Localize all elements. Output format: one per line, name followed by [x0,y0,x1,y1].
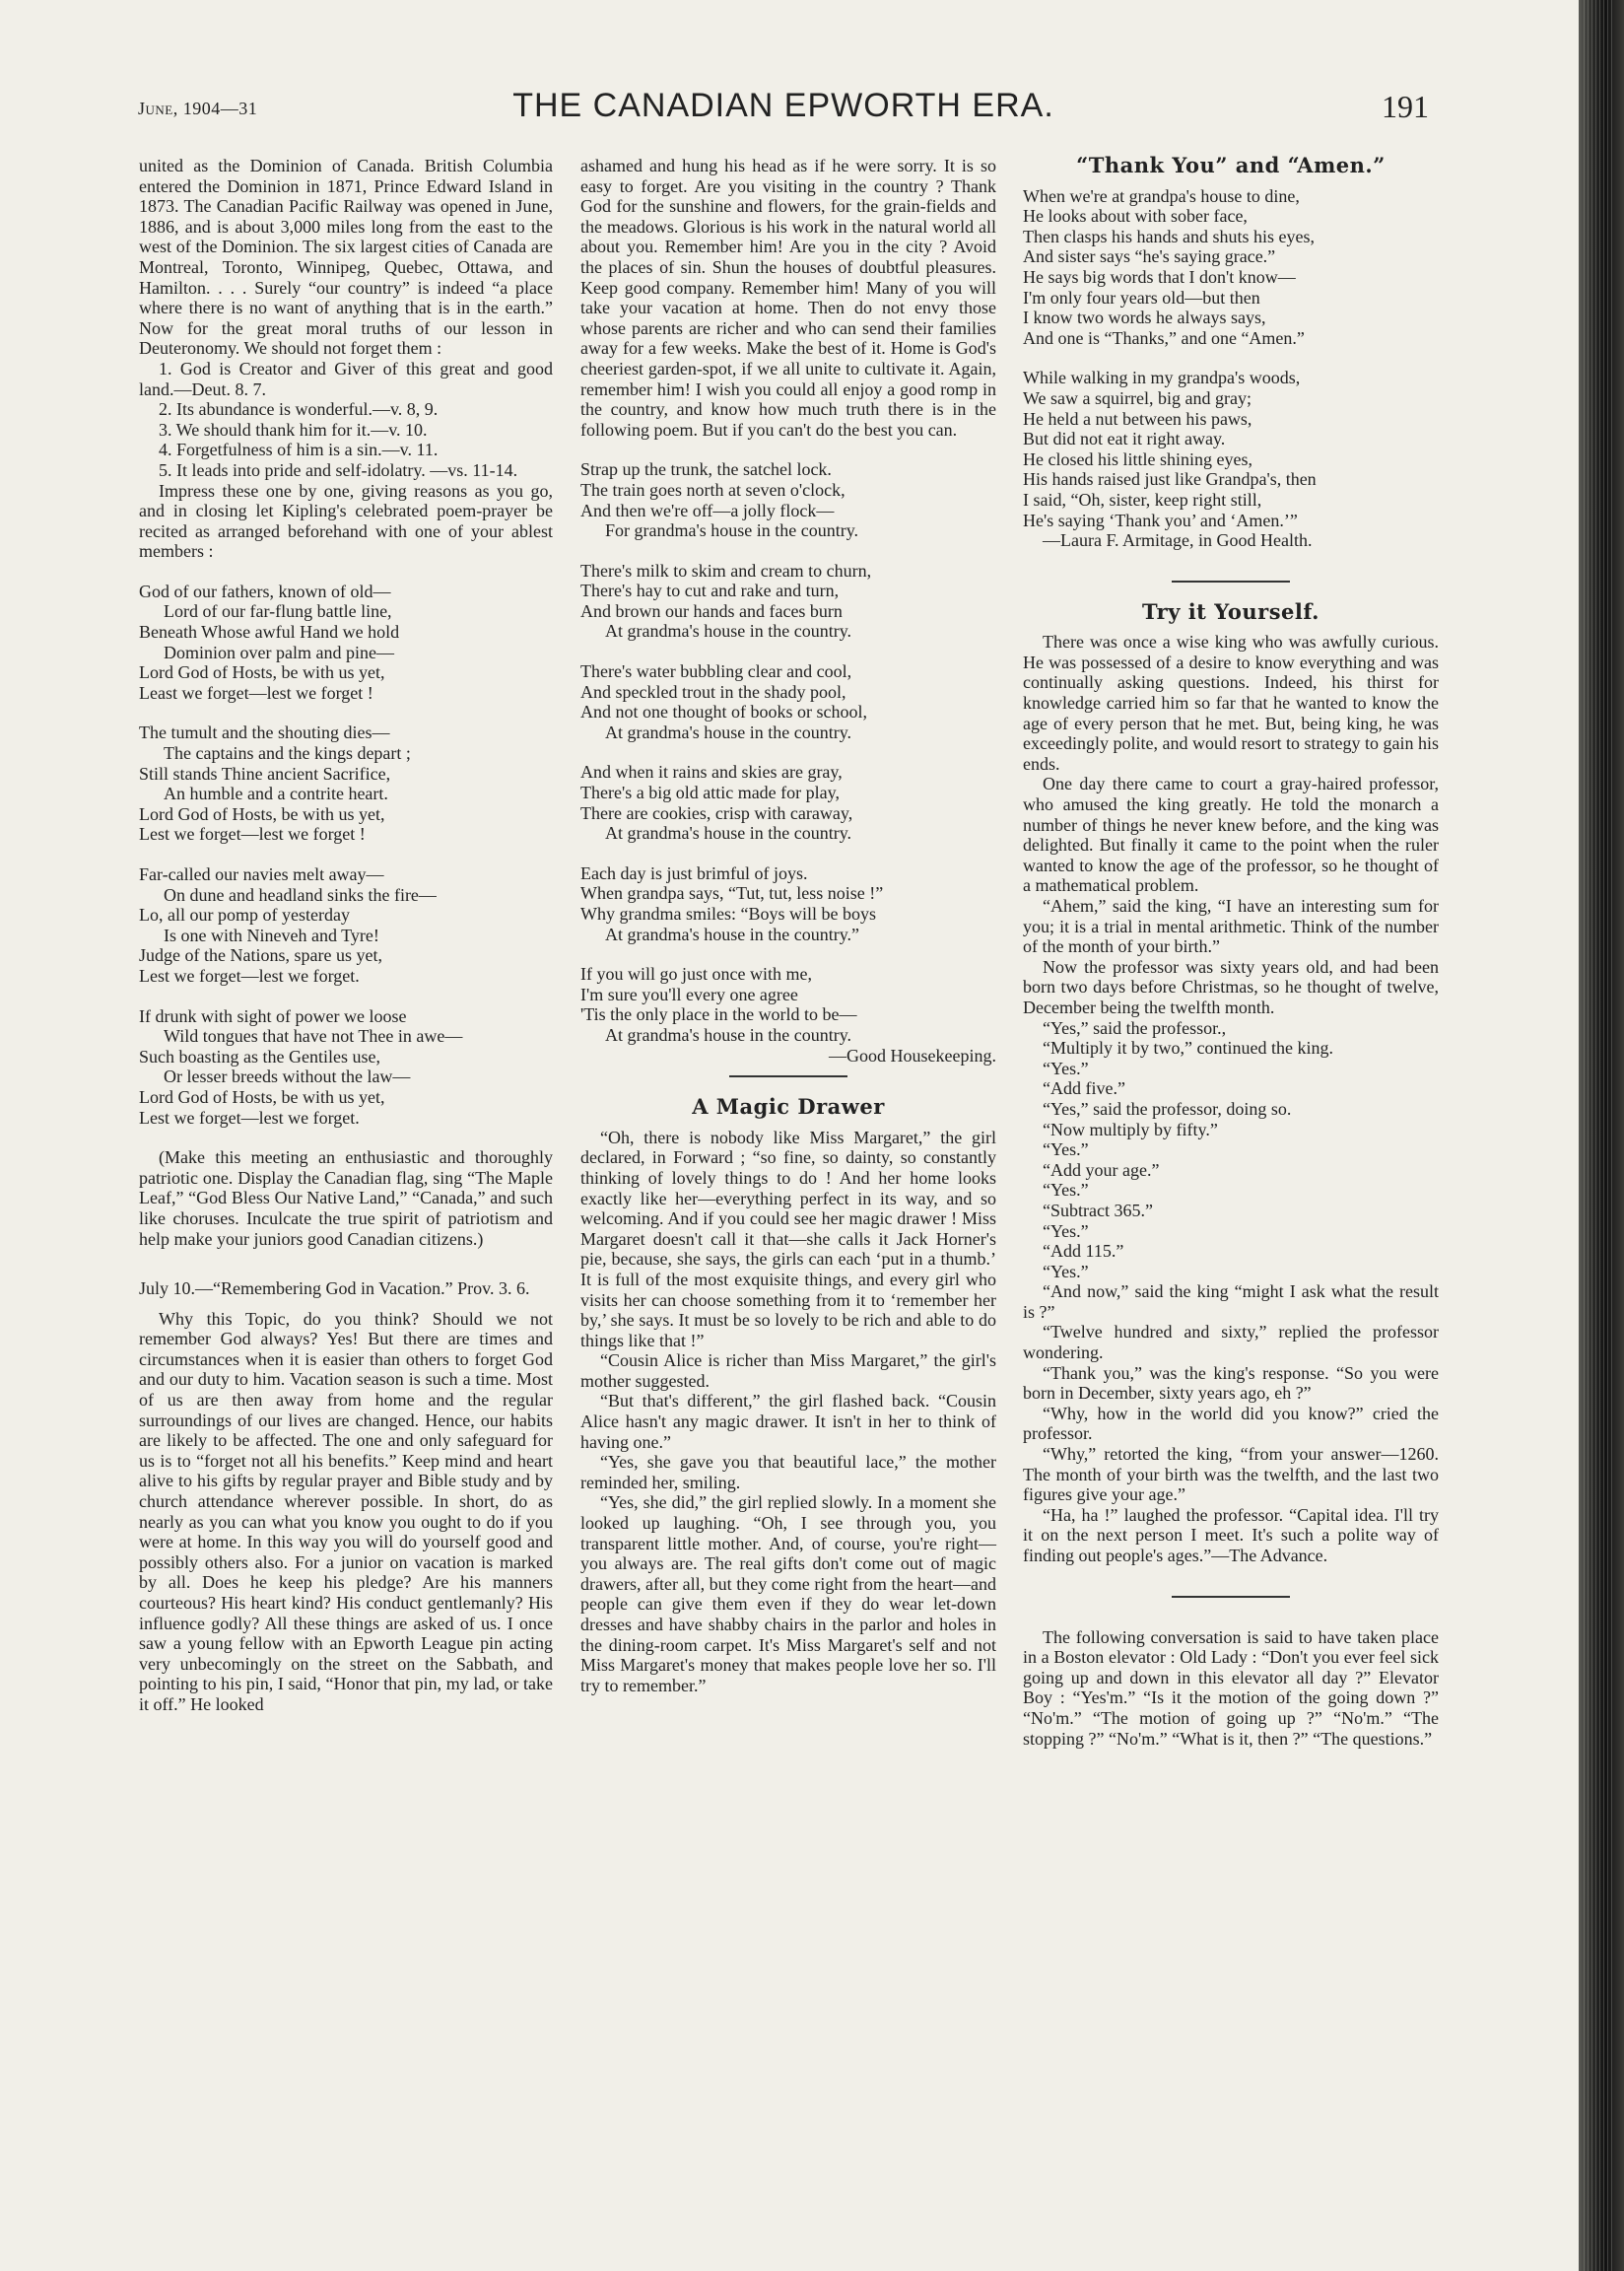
paragraph: Now the professor was sixty years old, and had been born two days before Christmas, so he thought of twelve, December being the twelfth month. [1023,956,1439,1017]
poem-line: I said, “Oh, sister, keep right still, [1023,489,1262,510]
paragraph: The following conversation is said to have taken place in a Boston elevator : Old Lady : “Don't you ever feel sick going up and down in this elevator all day ?” Elevator Boy : “Yes'm.” “Is it the motion of the going down ?” “No'm.” “The motion of going up ?” “No'm.” “The stopping ?” “No'm.” “What is it, then ?” “The questions.” [1023,1626,1439,1749]
column-2 [580,156,996,1695]
poem-line: At grandma's house in the country. [605,621,852,642]
poem-line: And not one thought of books or school, [580,702,867,723]
poem-line: He's saying ‘Thank you’ and ‘Amen.’” [1023,510,1298,530]
poem-line: There's hay to cut and rake and turn, [580,581,840,601]
poem-line: Far-called our navies melt away— [139,864,384,884]
poem-line: He looks about with sober face, [1023,206,1248,227]
page-number: 191 [1382,89,1429,124]
poem-stanza [580,762,996,843]
poem-line: If drunk with sight of power we loose [139,1005,407,1026]
poem-line: We saw a squirrel, big and gray; [1023,387,1252,408]
truth-item: 1. God is Creator and Giver of this great and good land.—Deut. 8. 7. [139,358,553,399]
poem-stanza [1023,186,1439,349]
poem-line: And speckled trout in the shady pool, [580,681,846,702]
paragraph: There was once a wise king who was awfully curious. He was possessed of a desire to know everything and was continually asking questions. Indeed, his thirst for knowledge carried him so far that he wanted to know the age of every person that he met. But, being king, he was exceedingly polite, and would resort to strategy to gain his ends. [1023,632,1439,774]
poem-line: And one is “Thanks,” and one “Amen.” [1023,327,1305,348]
poem-line: There's water bubbling clear and cool, [580,661,852,682]
poem-line: And sister says “he's saying grace.” [1023,246,1276,267]
poem-line: Such boasting as the Gentiles use, [139,1046,380,1067]
paragraph: Why this Topic, do you think? Should we not remember God always? Yes! But there are times and circumstances when it is easier than others to forget God and our duty to him. Vacation season is such a time. Most of us are then away from home and the regular surroundings of our lives are changed. Hence, our habits are likely to be affected. The one and only safeguard for us is to “forget not all his benefits.” Keep mind and heart alive to his gifts by regular prayer and Bible study and by church attendance wherever possible. In short, do as nearly as you can what you know you ought to do if you were at home. In this way you will do yourself good and possibly others also. For a junior on vacation is marked by all. Does he keep his pledge? Are his manners courteous? His heart kind? His conduct gentlemanly? His influence godly? All these things are asked of us. I once saw a young fellow with an Epworth League pin acting very unbecomingly on the street on the Sabbath, and pointing to his pin, I said, “Honor that pin, my lad, or take it off.” He looked [139,1308,553,1714]
poem-line: The train goes north at seven o'clock, [580,479,846,500]
poem-line: At grandma's house in the country. [605,1024,852,1045]
paragraph: “Yes.” [1043,1180,1089,1201]
poem-line: His hands raised just like Grandpa's, then [1023,469,1317,490]
paragraph: “Add your age.” [1043,1159,1160,1180]
masthead-title: THE CANADIAN EPWORTH ERA. [512,87,1054,124]
truth-item: 4. Forgetfulness of him is a sin.—v. 11. [159,440,439,460]
paragraph: united as the Dominion of Canada. British Columbia entered the Dominion in 1871, Prince Edward Island in 1873. The Canadian Pacific Railway was opened in June, 1886, and is about 3,000 miles long from the east to the west of the Dominion. The six largest cities of Canada are Montreal, Toronto, Winnipeg, Quebec, Ottawa, and Hamilton. . . . Surely “our country” is indeed “a place where there is no want of anything that is in the earth.” Now for the great moral truths of our lesson in Deuteronomy. We should not forget them : [139,156,553,359]
paragraph: “Yes, she did,” the girl replied slowly. In a moment she looked up laughing. “Oh, I see through you, you transparent little mother. And, of course, you're right—you always are. The real gifts don't come out of magic drawers, after all, but they come right from the heart—and people can give them even if they do wear let-down dresses and have shabby chairs in the parlor and holes in the dining-room carpet. It's Miss Margaret's self and not Miss Margaret's money that makes people love her so. I'll try to remember.” [580,1492,996,1695]
paragraph: “Now multiply by fifty.” [1043,1119,1218,1139]
truth-item: 2. Its abundance is wonderful.—v. 8, 9. [159,399,439,420]
poem-line: Lord God of Hosts, be with us yet, [139,662,385,683]
paragraph: “Add five.” [1043,1078,1125,1099]
poem-line: At grandma's house in the country. [605,823,852,844]
column-3 [1023,153,1439,1749]
poem-attribution: —Laura F. Armitage, in Good Health. [1043,530,1313,551]
paragraph: “Yes,” said the professor., [1043,1017,1227,1038]
poem-line: Each day is just brimful of joys. [580,862,808,883]
article-title: “Thank You” and “Amen.” [1076,153,1386,177]
paragraph: (Make this meeting an enthusiastic and thoroughly patriotic one. Display the Canadian flag, sing “The Maple Leaf,” “God Bless Our Native Land,” “Canada,” and such like choruses. Inculcate the true spirit of patriotism and help make your juniors good Canadian citizens.) [139,1147,553,1249]
paragraph: “Cousin Alice is richer than Miss Margaret,” the girl's mother suggested. [580,1350,996,1391]
poem-line: Lest we forget—lest we forget ! [139,824,366,845]
article-title: Try it Yourself. [1142,598,1320,624]
poem-stanza [139,723,553,845]
paragraph: “Oh, there is nobody like Miss Margaret,” the girl declared, in Forward ; “so fine, so dainty, so constantly thinking of lovely things to do ! And her home looks exactly like her—everything perfect in its way, and so welcoming. And if you could see her magic drawer ! Miss Margaret doesn't call it that—she calls it Jack Horner's pie, because, she says, the girls can each ‘put in a thumb.’ It is full of the most exquisite things, and every girl who visits her can choose something from it to ‘remember her by,’ she says. It must be so lovely to be rich and able to do things like that !” [580,1127,996,1350]
paragraph: “Yes.” [1043,1261,1089,1281]
poem-line: There's a big old attic made for play, [580,783,840,803]
column-1 [139,156,553,1715]
page-edges [1584,0,1613,2271]
poem-line: Still stands Thine ancient Sacrifice, [139,763,391,784]
poem-stanza [139,582,553,704]
poem-line: But did not eat it right away. [1023,429,1226,449]
paragraph: “Subtract 365.” [1043,1200,1153,1220]
poem-line: I'm sure you'll every one agree [580,984,798,1004]
poem-line: Lo, all our pomp of yesterday [139,905,350,926]
paragraph: “Why, how in the world did you know?” cried the professor. [1023,1403,1439,1444]
article-title: A Magic Drawer [692,1094,885,1120]
poem-line: An humble and a contrite heart. [164,784,388,804]
poem-line: And brown our hands and faces burn [580,600,843,621]
poem-stanza [1023,368,1439,530]
poem-stanza [580,661,996,742]
issue-date: June, 1904—31 [138,99,258,118]
poem-line: While walking in my grandpa's woods, [1023,368,1301,388]
poem-line: Dominion over palm and pine— [164,642,394,662]
poem-line: Or lesser breeds without the law— [164,1067,411,1087]
paragraph: One day there came to court a gray-haired professor, who amused the king greatly. He told the monarch a number of things he never knew before, and the king was delighted. But finally it came to the point when the ruler wanted to know the age of the professor, so he thought of a mathematical problem. [1023,774,1439,896]
poem-stanza [139,864,553,987]
paragraph: “Twelve hundred and sixty,” replied the professor wondering. [1023,1322,1439,1363]
paragraph: “Ha, ha !” laughed the professor. “Capital idea. I'll try it on the next person I meet. It's such a polite way of finding out people's ages.”—The Advance. [1023,1504,1439,1565]
paragraph: “Thank you,” was the king's response. “So you were born in December, sixty years ago, eh ?” [1023,1362,1439,1404]
poem-line: And then we're off—a jolly flock— [580,500,835,520]
poem-line: Strap up the trunk, the satchel lock. [580,459,832,480]
poem-line: Why grandma smiles: “Boys will be boys [580,904,876,924]
paragraph: ashamed and hung his head as if he were sorry. It is so easy to forget. Are you visiting in the country ? Thank God for the sunshine and flowers, for the grain-fields and the meadows. Glorious is his work in the natural world all about you. Remember him! Are you in the city ? Avoid the places of sin. Shun the houses of doubtful pleasures. Keep good company. Remember him! Many of you will take your vacation at home. Then do not envy those whose parents are richer and who can send their families away for a few weeks. Make the best of it. Home is God's cheeriest garden-spot, if we all unite to cultivate it. Again, remember him! I wish you could all enjoy a good romp in the country, and know how much truth there is in the following poem. But if you can't do the best you can. [580,156,996,440]
poem-line: I know two words he always says, [1023,308,1266,328]
paragraph: “Multiply it by two,” continued the king. [1043,1038,1333,1059]
poem-line: Wild tongues that have not Thee in awe— [164,1026,463,1047]
poem-line: Lest we forget—lest we forget. [139,1107,360,1128]
paragraph: “Yes.” [1043,1139,1089,1160]
topic-heading: July 10.—“Remembering God in Vacation.” Prov. 3. 6. [139,1278,530,1299]
paragraph: “Why,” retorted the king, “from your answer—1260. The month of your birth was the twelfth, and the last two figures give your age.” [1023,1444,1439,1505]
poem-line: At grandma's house in the country.” [605,924,860,944]
poem-line: The captains and the kings depart ; [164,743,411,764]
page-header [138,87,1429,136]
paragraph: “Yes,” said the professor, doing so. [1043,1098,1292,1119]
poem-stanza [139,1006,553,1129]
paragraph: Impress these one by one, giving reasons as you go, and in closing let Kipling's celebrated poem-prayer be recited as arranged beforehand with one of your ablest members : [139,480,553,562]
paragraph: “And now,” said the king “might I ask what the result is ?” [1023,1281,1439,1322]
poem-line: When we're at grandpa's house to dine, [1023,185,1300,206]
poem-attribution: —Good Housekeeping. [829,1045,996,1066]
poem-line: There are cookies, crisp with caraway, [580,802,853,823]
truth-item: 5. It leads into pride and self-idolatry. —vs. 11-14. [159,459,518,480]
poem-line: He closed his little shining eyes, [1023,448,1252,469]
poem-line: At grandma's house in the country. [605,722,852,742]
poem-line: And when it rains and skies are gray, [580,762,843,783]
truth-item: 3. We should thank him for it.—v. 10. [159,419,428,440]
poem-line: Lest we forget—lest we forget. [139,965,360,986]
poem-line: Least we forget—lest we forget ! [139,682,373,703]
poem-line: Lord God of Hosts, be with us yet, [139,803,385,824]
poem-line: Beneath Whose awful Hand we hold [139,622,400,643]
paragraph: “Add 115.” [1043,1241,1124,1262]
poem-line: I'm only four years old—but then [1023,287,1260,308]
poem-stanza [580,863,996,944]
poem-line: Is one with Nineveh and Tyre! [164,925,379,945]
poem-line: There's milk to skim and cream to churn, [580,560,872,581]
poem-line: On dune and headland sinks the fire— [164,884,437,905]
poem-line: Then clasps his hands and shuts his eyes, [1023,226,1315,246]
poem-line: If you will go just once with me, [580,964,812,985]
poem-line: 'Tis the only place in the world to be— [580,1004,857,1025]
poem-line: He says big words that I don't know— [1023,266,1296,287]
poem-stanza [580,964,996,1045]
poem-line: For grandma's house in the country. [605,520,859,541]
poem-line: He held a nut between his paws, [1023,408,1252,429]
poem-line: Judge of the Nations, spare us yet, [139,945,382,966]
paragraph: “But that's different,” the girl flashed back. “Cousin Alice hasn't any magic drawer. It isn't in her to think of having one.” [580,1391,996,1452]
poem-stanza [580,459,996,540]
poem-line: God of our fathers, known of old— [139,581,391,601]
poem-line: When grandpa says, “Tut, tut, less noise !” [580,883,884,904]
poem-line: Lord God of Hosts, be with us yet, [139,1086,385,1107]
paragraph: “Yes.” [1043,1058,1089,1078]
poem-stanza [580,561,996,642]
paragraph: “Yes.” [1043,1220,1089,1241]
poem-line: Lord of our far-flung battle line, [164,601,392,622]
paragraph: “Yes, she gave you that beautiful lace,” the mother reminded her, smiling. [580,1452,996,1492]
paragraph: “Ahem,” said the king, “I have an interesting sum for you; it is a trial in mental arithmetic. Think of the number of the month of your birth.” [1023,896,1439,957]
poem-line: The tumult and the shouting dies— [139,723,390,743]
